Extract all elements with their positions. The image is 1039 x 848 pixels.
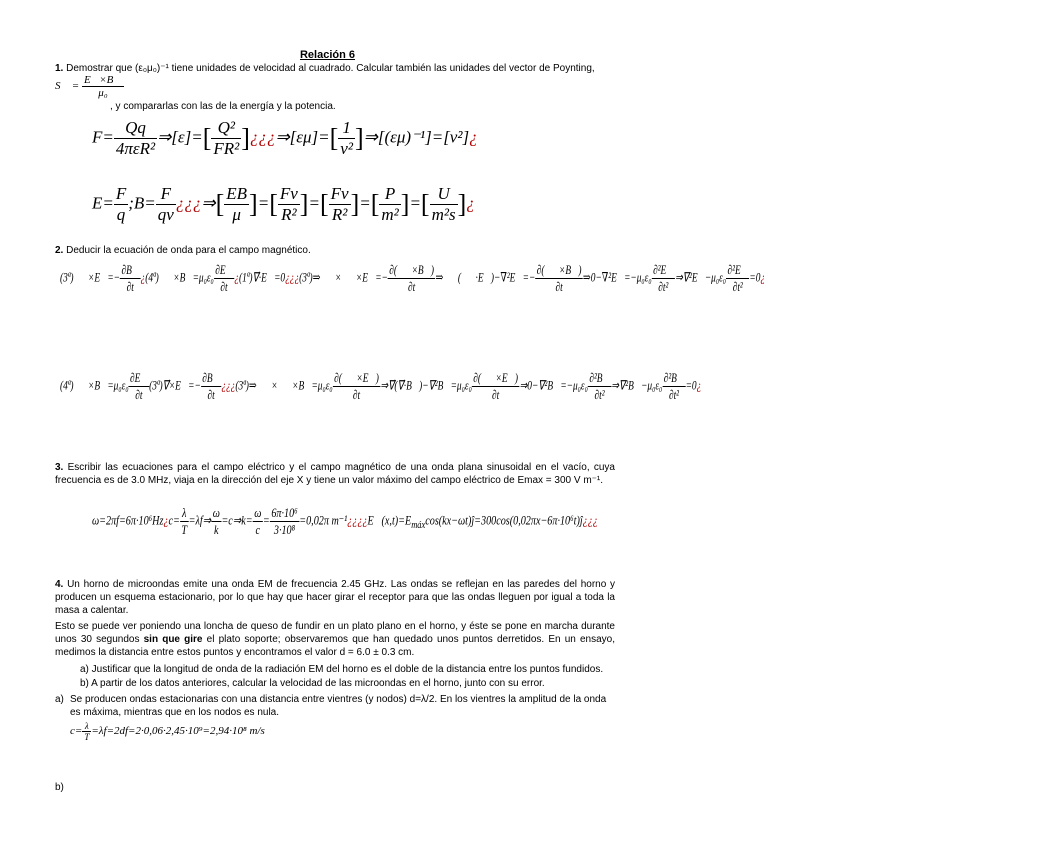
wave-b-frac-2 [201, 370, 222, 403]
wave-e-frac-6-den: ∂t² [732, 279, 743, 294]
wave-b-frac-6-num: ∂²B⃗ [663, 370, 685, 385]
problem-1-text-2: , y compararlas con las de la energía y la potencia. [110, 101, 336, 112]
eq1-frac-1 [114, 118, 157, 159]
wave-b-frac-3-num: ∂(∇⃗×E⃗) [334, 370, 379, 385]
poynting-formula [55, 74, 124, 99]
problem-4-question-a: a) Justificar que la longitud de onda de la radiación EM del horno es el doble de la distancia entre los puntos fundidos. [80, 664, 604, 675]
problem-1-statement [55, 62, 615, 75]
pw-frac-e-den: 3·10⁸ [273, 522, 296, 537]
wave-b-frac-4-den: ∂t [492, 387, 500, 402]
wave-b-mid-3: ⇒∇⃗(∇⃗·B⃗)−∇²B⃗=μ₀ε₀ [380, 377, 472, 393]
problem-4-text-2c: el plato soporte; observaremos que han quedado unos puntos derretidos. En un ensayo, medimos la distancia entre estos puntos y encontramos el valor d = 6.0 ± 0.3 cm. [55, 634, 616, 658]
wave-b-frac-2-den: ∂t [207, 387, 215, 402]
problem-3-number: 3. [55, 462, 64, 473]
eq1-frac-3 [338, 118, 355, 159]
eq2-frac-4-den: m² [381, 205, 399, 224]
pw-c: =λf⇒ [188, 512, 212, 528]
wave-b-mid-2: (3ª)⇒∇⃗×∇⃗×B⃗=μ₀ε₀ [235, 377, 333, 393]
wave-b-frac-2-num: ∂B⃗ [202, 370, 220, 385]
problem-3-statement [55, 461, 615, 487]
ans-eq-frac [82, 721, 91, 742]
pw-frac-b [180, 505, 189, 538]
pw-b: c= [168, 512, 180, 528]
wave-b-frac-4-num: ∂(∇⃗×E⃗) [473, 370, 518, 385]
problem-1-number: 1. [55, 63, 64, 74]
wave-b-frac-5 [588, 370, 611, 403]
eq2-frac-b-num: F [156, 184, 176, 205]
eq2-frac-4-num: P [379, 184, 400, 205]
eq2-frac-5-den: m²s [431, 205, 456, 224]
eq1-rest-3: ⇒[(εμ)⁻¹]=[v²] [363, 127, 470, 147]
pw-red-3: ¿¿¿ [582, 512, 598, 528]
pw-f: =0,02π m⁻¹ [299, 512, 348, 528]
wave-b-mid-5: ⇒∇²B⃗−μ₀ε₀ [611, 377, 663, 393]
wave-e-frac-1-num: ∂B⃗ [121, 262, 140, 277]
eq2-frac-2-num: Fv [279, 184, 298, 203]
wave-e-frac-6-num: ∂²E⃗ [727, 262, 748, 277]
wave-e-frac-2-num: ∂E⃗ [215, 262, 233, 277]
wave-b-end: =0 [685, 377, 697, 393]
eq1-rest-2: ⇒[εμ]= [275, 127, 330, 147]
eq2-frac-1-den: μ [232, 205, 241, 224]
eq2-frac-2 [278, 184, 300, 225]
eq2-frac-1 [224, 184, 249, 225]
wave-e-red-3: ¿¿¿ [285, 269, 300, 285]
answer-a-label: a) [55, 694, 64, 705]
wave-b-mid: (3ª)∇⃗×E⃗=− [149, 377, 201, 393]
pw-g-sub: máx [411, 519, 426, 532]
wave-e-left: (3ª)∇⃗×E⃗=− [60, 269, 121, 285]
answer-b-label: b) [55, 782, 64, 793]
eq1-bracket-open: [ [202, 123, 212, 153]
eq1-frac-3-den: v² [340, 139, 353, 158]
eq2-frac-3-num: Fv [330, 184, 349, 203]
eq1-red-marks-1: ¿¿¿ [249, 127, 276, 147]
pw-red-1: ¿ [163, 512, 169, 528]
plane-wave-equation [92, 505, 612, 538]
ans-eq-frac-num: λ [82, 721, 91, 732]
eq1-frac-2 [211, 118, 241, 159]
problem-4-text-2b: sin que gire [143, 634, 203, 645]
eq2-frac-5 [430, 184, 458, 225]
poynting-denominator: μ₀ [98, 87, 108, 99]
pw-frac-d-num: ω [254, 505, 262, 520]
eq2-frac-1-num: EB [226, 184, 248, 203]
answer-a-text: Se producen ondas estacionarias con una distancia entre vientres (y nodos) d=λ/2. En los vientres la amplitud de la onda es máxima, mientras que en los nodos es nula. [70, 694, 607, 718]
eq2-c: ⇒ [201, 193, 216, 213]
poynting-lhs: S⃗ = [55, 80, 80, 93]
eq2-frac-a [114, 184, 128, 225]
pw-e: = [262, 512, 270, 528]
wave-b-frac-3-den: ∂t [352, 387, 361, 402]
problem-2-text: Deducir la ecuación de onda para el campo magnético. [66, 245, 311, 256]
eq1-frac-1-den: 4πεR² [115, 139, 156, 158]
wave-b-frac-5-den: ∂t² [594, 387, 605, 402]
wave-b-frac-3 [333, 370, 381, 403]
problem-3-text: Escribir las ecuaciones para el campo eléctrico y el campo magnético de una onda plana sinusoidal en el vacío, cuya frecuencia es de 3.0 MHz, viaja en la dirección del eje X y tiene un valor máximo del campo eléctrico de Emax = 300 V m⁻¹. [55, 462, 615, 486]
wave-e-frac-2-den: ∂t [220, 279, 228, 294]
wave-e-mid-3: (3ª)⇒∇⃗×∇⃗×E⃗=− [299, 269, 388, 285]
wave-e-frac-6 [726, 262, 749, 295]
eq2-a: E= [92, 193, 114, 213]
eq2-frac-5-num: U [430, 184, 458, 205]
pw-g: E⃗(x,t)=E [367, 512, 412, 528]
poynting-numerator: E⃗×B⃗ [83, 74, 122, 86]
wave-e-red-2: ¿ [234, 269, 239, 285]
eq1-bracket-close: ] [241, 123, 250, 153]
wave-e-frac-1 [120, 262, 141, 295]
wave-b-frac-6 [662, 370, 685, 403]
eq2-frac-4 [379, 184, 400, 225]
ans-eq-b: =λf=2df=2·0,06·2,45·10⁹=2,94·10⁸ m/s [91, 725, 265, 738]
wave-equation-magnetic [60, 370, 702, 403]
problem-4-statement [55, 578, 615, 617]
wave-e-end: =0 [749, 269, 761, 285]
problem-1-text: Demostrar que (ε₀μ₀)⁻¹ tiene unidades de velocidad al cuadrado. Calcular también las unidades del vector de Poynting, [66, 63, 595, 74]
wave-e-frac-2 [214, 262, 235, 295]
problem-4-paragraph-2 [55, 620, 615, 659]
eq1-frac-3-num: 1 [338, 118, 355, 139]
wave-e-frac-5 [652, 262, 675, 295]
wave-b-frac-1 [129, 370, 150, 403]
eq2-b: ;B= [128, 193, 156, 213]
pw-frac-e [270, 505, 299, 538]
wave-e-frac-5-num: ∂²E⃗ [653, 262, 674, 277]
wave-b-frac-4 [472, 370, 520, 403]
wave-e-frac-1-den: ∂t [126, 279, 134, 294]
pw-red-2: ¿¿¿¿ [347, 512, 368, 528]
eq2-frac-a-den: q [116, 205, 126, 224]
wave-e-frac-4-den: ∂t [555, 279, 563, 294]
eq1-rest-1: ⇒[ε]= [157, 127, 203, 147]
wave-e-mid-2: (1ª)∇⃗·E⃗=0 [238, 269, 286, 285]
pw-frac-b-num: λ [180, 505, 189, 522]
ans-eq-frac-den: T [84, 732, 90, 742]
eq2-red-marks-2: ¿ [466, 193, 475, 213]
pw-d: =c⇒k= [221, 512, 253, 528]
pw-h: cos(kx−ωt)ĵ=300cos(0,02πx−6π·10⁶t)ĵ [425, 512, 583, 528]
wave-e-red-1: ¿ [140, 269, 146, 285]
eq1-frac-1-num: Qq [114, 118, 157, 139]
wave-b-frac-1-num: ∂E⃗ [130, 370, 148, 385]
poynting-fraction [82, 74, 124, 99]
eq2-frac-2-den: R² [281, 205, 297, 224]
eq1-bracket-close-2: ] [354, 123, 364, 153]
wave-b-frac-5-num: ∂²B⃗ [589, 370, 610, 385]
pw-frac-c [211, 505, 221, 538]
wave-e-mid: (4ª)∇⃗×B⃗=μ₀ε₀ [145, 269, 214, 285]
wave-b-mid-4: ⇒0−∇²B⃗=−μ₀ε₀ [519, 377, 588, 393]
pw-frac-c-num: ω [212, 505, 220, 520]
wave-e-frac-5-den: ∂t² [658, 279, 669, 294]
problem-2-number: 2. [55, 245, 64, 256]
wave-b-frac-1-den: ∂t [135, 387, 143, 402]
wave-b-frac-6-den: ∂t² [668, 387, 679, 402]
eq2-frac-b-den: qv [157, 205, 174, 224]
wave-e-mid-4: ⇒∇⃗(∇⃗·E⃗)−∇²E⃗=− [435, 269, 536, 285]
eq1-frac-2-num: Q² [211, 118, 241, 139]
ans-eq-a: c= [70, 725, 83, 738]
eq1-lhs: F= [92, 127, 114, 147]
wave-e-frac-3-num: ∂(∇⃗×B⃗) [389, 262, 435, 277]
problem-4-text-1: Un horno de microondas emite una onda EM de frecuencia 2.45 GHz. Las ondas se reflejan en las paredes del horno y producen un esquema estacionario, por lo que hay que hacer girar el receptor para que las ondas lleguen por igual a toda la masa a calentar. [55, 579, 615, 616]
eq2-frac-3-den: R² [331, 205, 348, 224]
eq2-red-marks-1: ¿¿¿ [175, 193, 202, 213]
equation-coulomb-units [92, 118, 478, 159]
problem-2-statement [55, 244, 311, 257]
pw-frac-d [253, 505, 263, 538]
wave-e-frac-4 [535, 262, 583, 295]
wave-b-left: (4ª)∇⃗×B⃗=μ₀ε₀ [60, 377, 129, 393]
eq1-red-marks-2: ¿ [469, 127, 478, 147]
eq2-frac-3 [329, 184, 351, 225]
answer-a-equation [70, 721, 265, 742]
wave-b-red-1: ¿¿¿ [221, 377, 236, 393]
pw-frac-d-den: c [255, 522, 261, 537]
wave-e-mid-5: ⇒0−∇²E⃗=−μ₀ε₀ [582, 269, 652, 285]
problem-4-question-b: b) A partir de los datos anteriores, calcular la velocidad de las microondas en el horno, junto con su error. [80, 678, 545, 689]
problem-4-number: 4. [55, 579, 64, 590]
problem-4-text-2a: Esto se puede ver poniendo una loncha de queso de fundir en un plato plano en el horno, y éste se pone en marcha durante unos 30 segundos [55, 621, 615, 645]
wave-e-red-4: ¿ [760, 269, 766, 285]
wave-e-frac-3 [388, 262, 436, 295]
pw-frac-c-den: k [214, 522, 219, 537]
eq2-frac-b [156, 184, 176, 225]
equation-poynting-units: E= $\frac{F}{q}$ ;B= $\frac{F}{qv}$ ¿¿¿⇒[ $\frac{EB}{\mu}$ ]=[ $\frac{Fv}{\text{R²}}$ ]=[ $\frac{Fv}{\text{R²}}$ ]=[ $\frac{P}{\text{m²}}$ ]=[ $\frac{U}{\text{m²s}}$ ]¿ [92, 184, 475, 224]
page-title: Relación 6 [299, 49, 356, 61]
pw-frac-b-den: T [181, 522, 188, 537]
wave-e-frac-4-num: ∂(∇⃗×B⃗) [536, 262, 582, 277]
pw-frac-e-num: 6π·10⁶ [271, 505, 298, 520]
eq1-frac-2-den: FR² [213, 139, 240, 158]
wave-e-frac-3-den: ∂t [408, 279, 416, 294]
eq1-bracket-open-2: [ [329, 123, 339, 153]
wave-b-red-2: ¿ [696, 377, 702, 393]
wave-e-mid-6: ⇒∇²E⃗−μ₀ε₀ [674, 269, 727, 285]
eq2-frac-a-num: F [115, 184, 127, 203]
pw-a: ω=2πf=6π·10⁶Hz [92, 512, 164, 528]
wave-equation-electric [60, 262, 766, 295]
